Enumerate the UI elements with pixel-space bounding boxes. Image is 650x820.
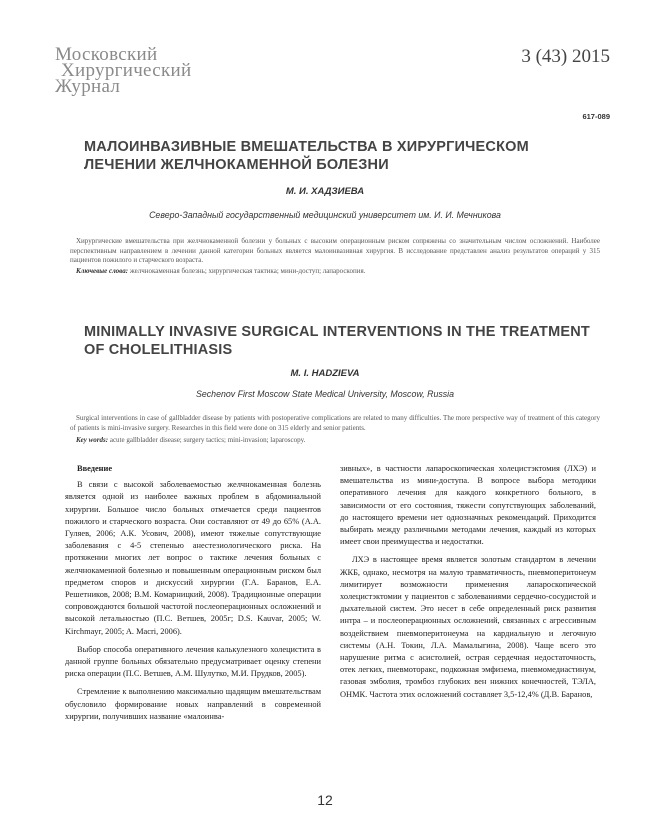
paragraph: В связи с высокой заболеваемостью желчнокаменная болезнь является одной из наиболее важных проблем в абдоминальной хирургии. Большое число больных отмечается среди пациентов пожилого и старческого возраста. Они составляют от 49 до 65% (А.А. Гуляев, 2006; А.К. Усович, 2008), имеют тяжелые сопутствующие заболевания с 4-5 степенью анестезиологического риска. На протяжении многих лет вопрос о тактике лечения больных с желчнокаменной болезнью и повышенным операционным риском был предметом споров и дискуссий хирургии (Г.А. Баранов, Е.А. Решетников, 2008; В.М. Комарницкий, 2008). Традиционные операции сопровождаются большой частотой послеоперационных осложнений и высокой летальностью (П.С. Ветшев, 2005г; D.S. Kauvar, 2005; W. Kirchmayr, 2005; A. Macri, 2006). (65, 480, 321, 636)
en-affiliation: Sechenov First Moscow State Medical University, Moscow, Russia (196, 389, 454, 399)
paragraph: зивных», в частности лапароскопическая холецистэктомия (ЛХЭ) и вмешательства из мини-доступа. В вопросе выбора методики оперативного лечения для каждого конкретного больного, в зависимости от его состояния, тяжести сопутствующих заболеваний, до настоящего времени нет однозначных рекомендаций. Приходится выбирать между различными методами лечения, каждый из которых имеет свои преимущества и недостатки. (340, 464, 596, 547)
paragraph: Стремление к выполнению максимально щадящим вмешательствам обусловило формирование новых направлений в современной хирургии, получивших название «малоинва- (65, 687, 321, 721)
journal-name-line3: Журнал (55, 76, 121, 97)
paragraph: Выбор способа оперативного лечения калькулезного холецистита в данной группе больных обязательно предусматривает оценку степени риска операции (П.С. Ветшев, А.М. Шулутко, М.И. Прудков, 2005). (65, 644, 321, 679)
ru-keywords (76, 267, 606, 277)
en-keywords-text: acute gallbladder disease; surgery tactics; mini-invasion; laparoscopy. (109, 436, 306, 444)
body-column-right (340, 463, 596, 701)
en-author: M. I. HADZIEVA (290, 368, 360, 379)
journal-name-line2: Хирургический (61, 60, 192, 81)
journal-logo (55, 44, 192, 97)
en-title (84, 323, 604, 359)
issue-number: 3 (43) 2015 (521, 46, 610, 67)
journal-name-line1: Московский (55, 44, 158, 65)
ru-keywords-text: желчнокаменная болезнь; хирургическая тактика; мини-доступ; лапароскопия. (129, 267, 366, 275)
body-column-left (65, 463, 321, 723)
en-keywords (76, 436, 606, 446)
paragraph: ЛХЭ в настоящее время является золотым стандартом в лечении ЖКБ, однако, несмотря на малую травматичность, пневмоперитонеум лимитирует возможности применения лапароскопической холецистэктомии у пациентов с заболеваниями сердечно-сосудистой и дыхательной систем. Это несет в себе определенный риск развития интра – и послеоперационных осложнений, связанных с агрессивным воздействием пневмоперитонеума на кардиальную и легочную системы (А.Н. Токин, Л.А. Мамалыгина, 2008). Чаще всего это нарушение ритма с асистолией, острая сердечная недостаточность, отек легких, пневмоторакс, подкожная эмфизема, пневмомедиастинум, газовая эмболия, тромбоз глубоких вен нижних конечностей, ТЭЛА, ОНМК. Частота этих осложнений составляет 3,5-12,4% (Д.В. Баранов, (340, 555, 596, 699)
ru-title-line2: ЛЕЧЕНИИ ЖЕЛЧНОКАМЕННОЙ БОЛЕЗНИ (84, 157, 389, 173)
ru-author: М. И. ХАДЗИЕВА (285, 186, 365, 197)
ru-keywords-label: Ключевые слова: (76, 267, 129, 275)
udc-code: 617-089 (582, 112, 610, 121)
page-number: 12 (317, 792, 333, 808)
section-heading: Введение (77, 464, 113, 473)
ru-title-line1: МАЛОИНВАЗИВНЫЕ ВМЕШАТЕЛЬСТВА В ХИРУРГИЧЕСКОМ (84, 139, 529, 155)
en-keywords-label: Key words: (76, 436, 109, 444)
ru-affiliation: Северо-Западный государственный медицинский университет им. И. И. Мечникова (149, 210, 501, 220)
en-title-line1: MINIMALLY INVASIVE SURGICAL INTERVENTIONS IN THE TREATMENT (84, 324, 590, 340)
ru-abstract: Хирургические вмешательства при желчнокаменной болезни у больных с высоким операционным риском сопряжены со значительным числом осложнений. Наиболее перспективным направлением в лечении данной категории больных является малоинвазивная хирургия. В исследование представлен анализ результатов операций у 315 пациентов пожилого и старческого возраста. (70, 237, 600, 265)
en-title-line2: OF CHOLELITHIASIS (84, 342, 233, 358)
ru-title (84, 138, 604, 174)
en-abstract: Surgical interventions in case of gallbladder disease by patients with postoperative complications are related to many difficulties. The more perspective way of treatment of this category of patients is mini-invasive surgery. Researches in this field were done on 315 elderly and senior patients. (70, 414, 600, 432)
